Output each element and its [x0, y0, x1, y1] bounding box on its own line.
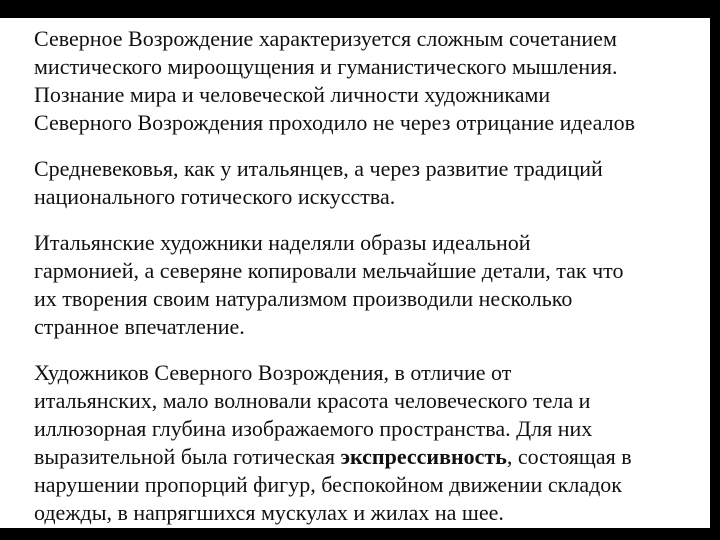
emphasis-before-text: выразительной была готическая — [34, 444, 341, 469]
paragraph-4-line-6: одежды, в напрягшихся мускулах и жилах на шее. — [34, 500, 504, 525]
emphasis-after-text: , состоящая в — [506, 444, 632, 469]
paragraph-3-line-4: странное впечатление. — [34, 314, 245, 339]
paragraph-2-line-2: национального готического искусства. — [34, 184, 396, 209]
paragraph-4-line-5: нарушении пропорций фигур, беспокойном движении складок — [34, 472, 622, 497]
paragraph-4-line-4 — [34, 444, 632, 470]
emphasis-bold-term: экспрессивность — [340, 444, 507, 469]
paragraph-3-line-3: их творения своим натурализмом производили несколько — [34, 286, 573, 311]
paragraph-3-line-2: гармонией, а северяне копировали мельчайшие детали, так что — [34, 258, 624, 283]
slide-page — [0, 18, 710, 528]
paragraph-4-line-2: итальянских, мало волновали красота человеческого тела и — [34, 388, 591, 413]
paragraph-3-line-1: Итальянские художники наделяли образы идеальной — [34, 230, 531, 255]
paragraph-4-line-1: Художников Северного Возрождения, в отличие от — [34, 360, 512, 385]
paragraph-1-line-1: Северное Возрождение характеризуется сложным сочетанием — [34, 26, 617, 51]
paragraph-4-line-3: иллюзорная глубина изображаемого пространства. Для них — [34, 416, 593, 441]
paragraph-1-line-3: Познание мира и человеческой личности художниками — [34, 82, 551, 107]
paragraph-1-line-4: Северного Возрождения проходило не через отрицание идеалов — [34, 110, 635, 135]
paragraph-2-line-1: Средневековья, как у итальянцев, а через развитие традиций — [34, 156, 603, 181]
paragraph-1-line-2: мистического мироощущения и гуманистического мышления. — [34, 54, 618, 79]
